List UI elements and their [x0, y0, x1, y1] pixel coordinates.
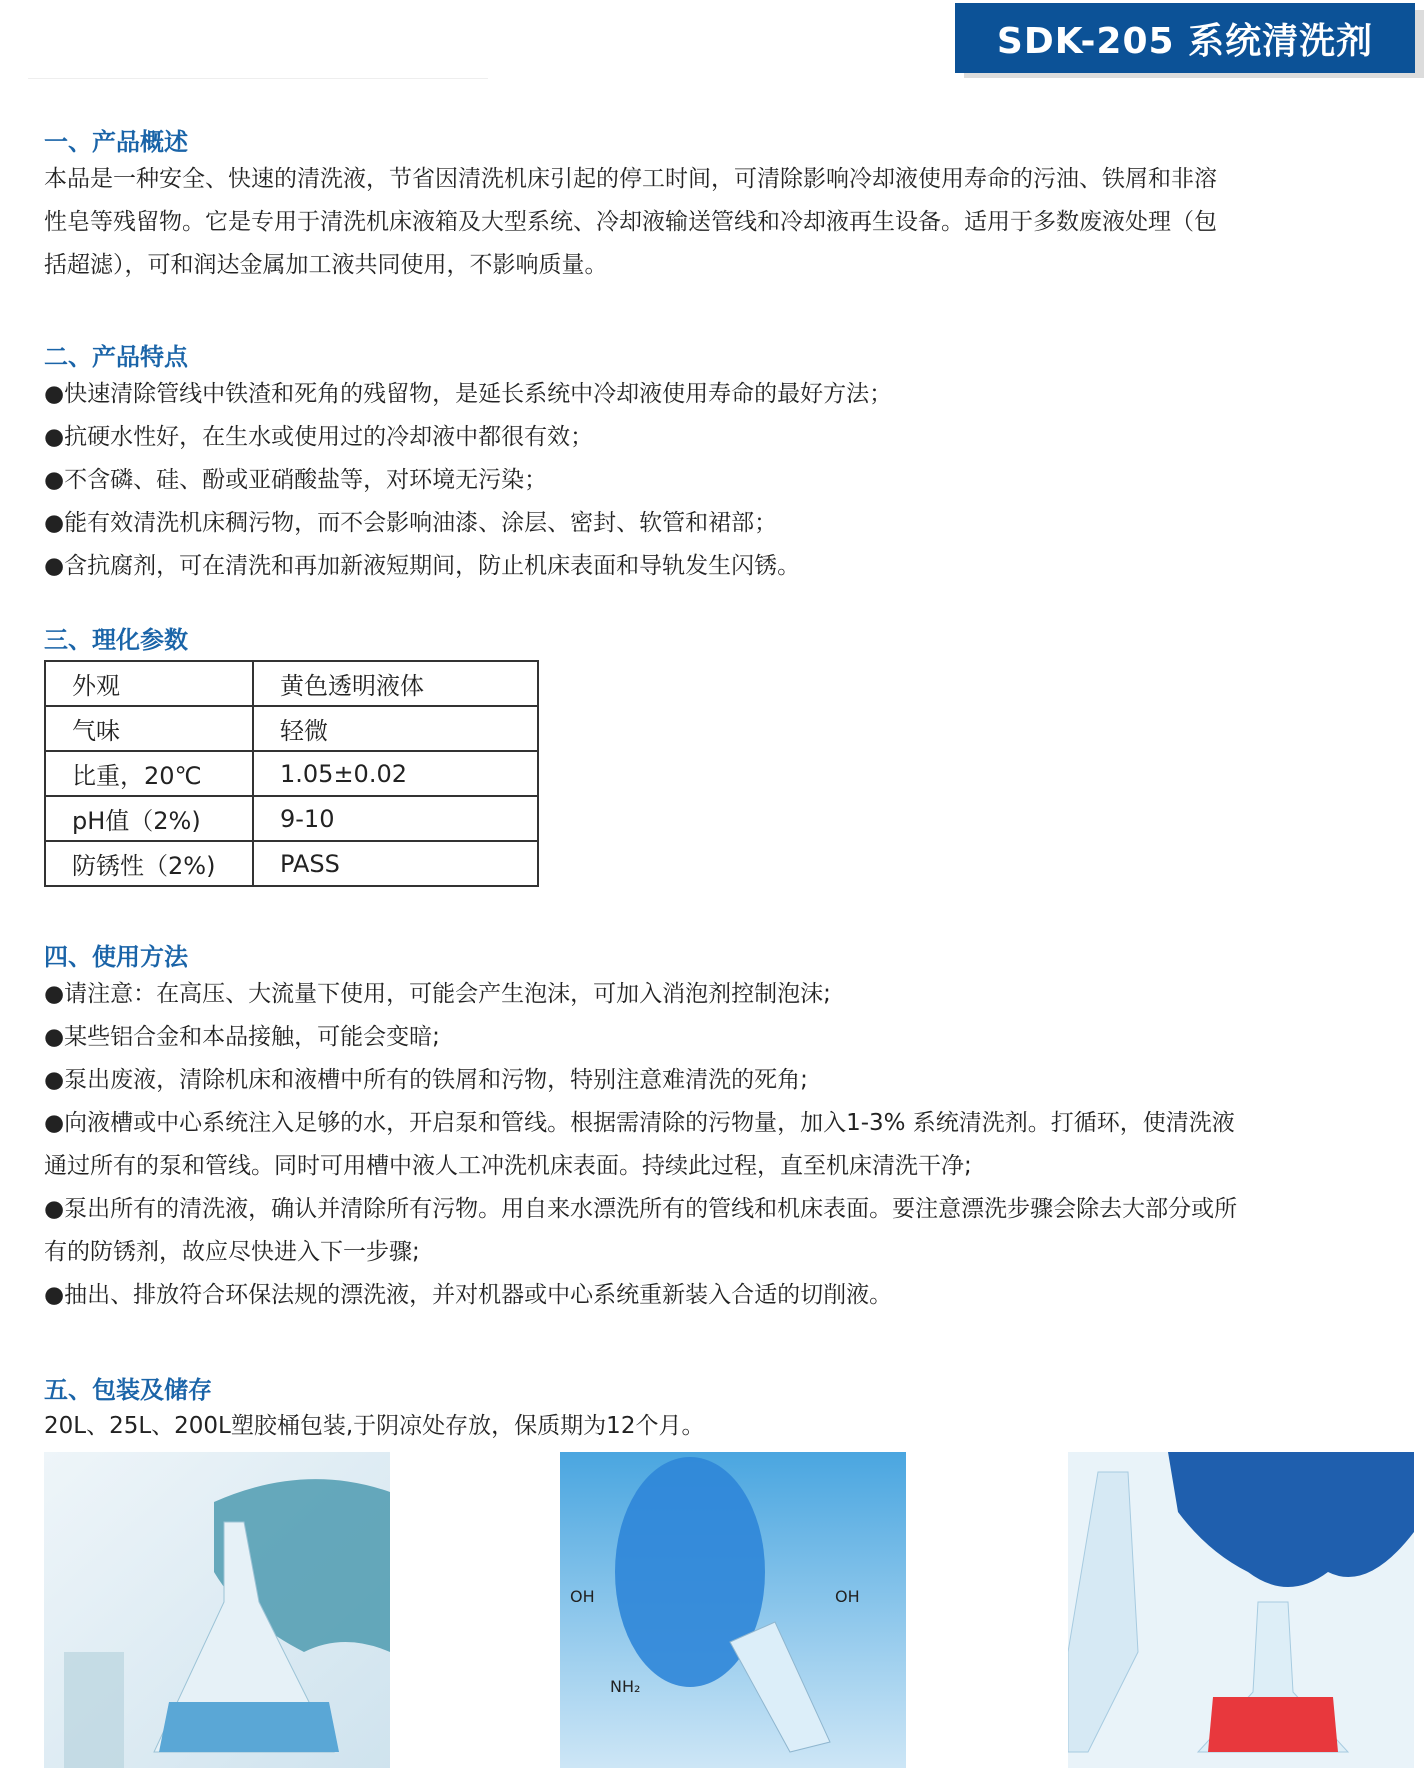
usage-item: ●请注意：在高压、大流量下使用，可能会产生泡沫，可加入消泡剂控制泡沫;	[44, 981, 831, 1007]
packaging-text: 20L、25L、200L塑胶桶包装,于阴凉处存放，保质期为12个月。	[44, 1413, 705, 1439]
param-name: 外观	[45, 661, 253, 706]
params-table	[44, 660, 539, 887]
feature-item: ●快速清除管线中铁渣和死角的残留物，是延长系统中冷却液使用寿命的最好方法；	[44, 381, 893, 407]
usage-item: ●抽出、排放符合环保法规的漂洗液，并对机器或中心系统重新装入合适的切削液。	[44, 1282, 893, 1308]
feature-item: ●抗硬水性好，在生水或使用过的冷却液中都很有效；	[44, 424, 594, 450]
usage-item: 有的防锈剂，故应尽快进入下一步骤;	[44, 1239, 420, 1265]
param-name: 防锈性（2%)	[45, 841, 253, 886]
param-name: 比重，20℃	[45, 751, 253, 796]
header-divider	[28, 78, 488, 79]
title-banner	[955, 3, 1415, 73]
section-heading-packaging: 五、包装及储存	[44, 1376, 212, 1404]
param-value: 黄色透明液体	[253, 661, 538, 706]
table-row	[45, 796, 538, 841]
table-row	[45, 751, 538, 796]
overview-line: 性皂等残留物。它是专用于清洗机床液箱及大型系统、冷却液输送管线和冷却液再生设备。适用于多数废液处理（包	[44, 209, 1217, 235]
param-value: PASS	[253, 841, 538, 886]
overview-line: 括超滤），可和润达金属加工液共同使用，不影响质量。	[44, 252, 608, 278]
usage-item: ●向液槽或中心系统注入足够的水，开启泵和管线。根据需清除的污物量，加入1-3% 系统清洗剂。打循环，使清洗液	[44, 1110, 1235, 1136]
feature-item: ●不含磷、硅、酚或亚硝酸盐等，对环境无污染；	[44, 467, 548, 493]
section-heading-params: 三、理化参数	[44, 626, 188, 654]
table-row	[45, 841, 538, 886]
param-name: 气味	[45, 706, 253, 751]
param-value: 轻微	[253, 706, 538, 751]
usage-list	[44, 973, 1414, 1317]
lab-photo-blue-flask	[44, 1452, 390, 1768]
svg-text:NH₂: NH₂	[610, 1677, 641, 1696]
lab-photo-round-flask	[560, 1452, 906, 1768]
section-heading-overview: 一、产品概述	[44, 128, 188, 156]
usage-item: ●泵出废液，清除机床和液槽中所有的铁屑和污物，特别注意难清洗的死角;	[44, 1067, 808, 1093]
lab-photo-red-flask	[1068, 1452, 1414, 1768]
param-name: pH值（2%)	[45, 796, 253, 841]
feature-item: ●含抗腐剂，可在清洗和再加新液短期间，防止机床表面和导轨发生闪锈。	[44, 553, 801, 579]
usage-item: 通过所有的泵和管线。同时可用槽中液人工冲洗机床表面。持续此过程，直至机床清洗干净;	[44, 1153, 972, 1179]
section-heading-usage: 四、使用方法	[44, 943, 188, 971]
usage-item: ●泵出所有的清洗液，确认并清除所有污物。用自来水漂洗所有的管线和机床表面。要注意漂洗步骤会除去大部分或所	[44, 1196, 1238, 1222]
overview-text	[44, 158, 1414, 287]
page-title: SDK-205 系统清洗剂	[996, 20, 1374, 62]
features-list	[44, 373, 1414, 588]
overview-line: 本品是一种安全、快速的清洗液，节省因清洗机床引起的停工时间，可清除影响冷却液使用寿命的污油、铁屑和非溶	[44, 166, 1217, 192]
section-heading-features: 二、产品特点	[44, 343, 188, 371]
param-value: 9-10	[253, 796, 538, 841]
svg-text:OH: OH	[835, 1587, 860, 1606]
table-row	[45, 661, 538, 706]
param-value: 1.05±0.02	[253, 751, 538, 796]
svg-text:OH: OH	[570, 1587, 595, 1606]
usage-item: ●某些铝合金和本品接触，可能会变暗;	[44, 1024, 440, 1050]
table-row	[45, 706, 538, 751]
feature-item: ●能有效清洗机床稠污物，而不会影响油漆、涂层、密封、软管和裙部；	[44, 510, 778, 536]
